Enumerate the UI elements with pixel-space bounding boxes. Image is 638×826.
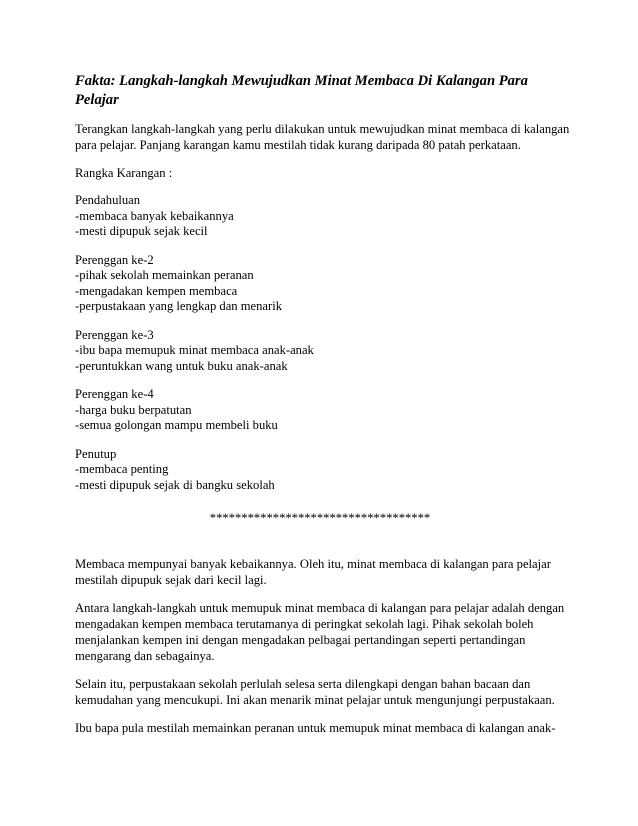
outline-point: -perpustakaan yang lengkap dan menarik: [75, 299, 283, 313]
outline-section-heading: Pendahuluan: [75, 193, 141, 207]
outline-point: -peruntukkan wang untuk buku anak-anak: [75, 358, 288, 373]
outline-point: -membaca banyak kebaikannya: [75, 208, 234, 223]
outline-section-paragraph-2: [75, 253, 575, 315]
outline-point: -pihak sekolah memainkan peranan: [75, 268, 254, 282]
outline-point: -harga buku berpatutan: [75, 402, 192, 417]
outline-point: -mesti dipupuk sejak di bangku sekolah: [75, 477, 275, 492]
essay-paragraph: Selain itu, perpustakaan sekolah perlulah selesa serta dilengkapi dengan bahan bacaan dan kemudahan yang mencukupi. Ini akan menarik minat pelajar untuk mengunjungi perpustakaan.: [75, 677, 555, 707]
outline-point: -semua golongan mampu membeli buku: [75, 418, 278, 432]
outline-section-paragraph-3: [75, 328, 575, 375]
essay-paragraph: Membaca mempunyai banyak kebaikannya. Oleh itu, minat membaca di kalangan para pelajar mestilah dipupuk sejak dari kecil lagi.: [75, 557, 551, 587]
outline-section-heading: Perenggan ke-3: [75, 327, 154, 342]
outline-section-closing: [75, 447, 575, 494]
separator-stars: ***********************************: [209, 511, 431, 525]
instruction-paragraph: Terangkan langkah-langkah yang perlu dilakukan untuk mewujudkan minat membaca di kalangan para pelajar. Panjang karangan kamu mestilah tidak kurang daripada 80 patah perkataan.: [75, 122, 570, 152]
document-page: [75, 72, 575, 748]
outline-section-heading: Penutup: [75, 446, 117, 461]
outline-point: -mesti dipupuk sejak kecil: [75, 224, 208, 238]
outline-point: -mengadakan kempen membaca: [75, 283, 238, 298]
outline-section-heading: Perenggan ke-4: [75, 387, 154, 401]
document-title: Fakta: Langkah-langkah Mewujudkan Minat Membaca Di Kalangan Para Pelajar: [75, 73, 528, 108]
outline-heading: Rangka Karangan :: [75, 166, 173, 180]
outline-section-intro: [75, 193, 575, 240]
outline-section-paragraph-4: [75, 387, 575, 434]
essay-paragraph: Ibu bapa pula mestilah memainkan peranan untuk memupuk minat membaca di kalangan anak-: [75, 721, 556, 735]
outline-section-heading: Perenggan ke-2: [75, 252, 154, 267]
essay-paragraph: Antara langkah-langkah untuk memupuk minat membaca di kalangan para pelajar adalah dengan mengadakan kempen membaca terutamanya di peringkat sekolah lagi. Pihak sekolah boleh menjalankan kempen ini dengan mengadakan pelbagai pertandingan seperti pertandingan mengarang dan sebagainya.: [75, 601, 565, 663]
outline-point: -membaca penting: [75, 462, 169, 476]
outline-point: -ibu bapa memupuk minat membaca anak-anak: [75, 343, 314, 357]
